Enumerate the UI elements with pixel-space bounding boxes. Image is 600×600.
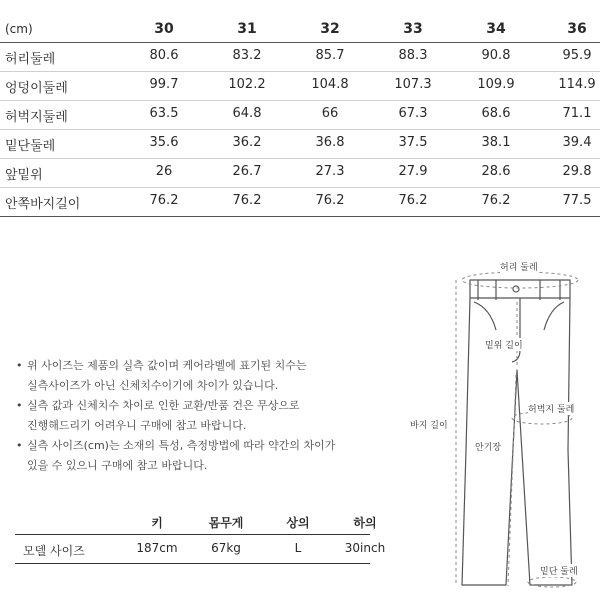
row-label: 허벅지둘레 bbox=[5, 110, 68, 125]
size-header: 36 bbox=[567, 21, 587, 37]
size-header: 30 bbox=[154, 21, 174, 37]
table-cell: 29.8 bbox=[562, 164, 592, 179]
note-line: 실측 값과 신체치수 차이로 인한 교환/반품 건은 무상으로 bbox=[27, 399, 300, 412]
note-item bbox=[16, 356, 368, 396]
table-cell: 37.5 bbox=[398, 135, 428, 150]
table-cell: 76.2 bbox=[398, 193, 428, 208]
size-header: 32 bbox=[320, 21, 340, 37]
table-cell: 76.2 bbox=[315, 193, 345, 208]
table-cell: 109.9 bbox=[477, 77, 515, 92]
inseam-label: 안기장 bbox=[475, 440, 501, 453]
table-cell: 71.1 bbox=[562, 106, 592, 121]
model-table-header bbox=[15, 509, 377, 535]
table-cell: 39.4 bbox=[562, 135, 592, 150]
waistband-shape bbox=[470, 280, 570, 298]
table-cell: 99.7 bbox=[149, 77, 179, 92]
model-row-label: 모델 사이즈 bbox=[23, 544, 85, 558]
row-label: 허리둘레 bbox=[5, 52, 56, 67]
row-label: 안쪽바지길이 bbox=[5, 197, 81, 212]
table-cell: 102.2 bbox=[228, 77, 266, 92]
table-cell: 66 bbox=[321, 106, 339, 121]
size-header: 34 bbox=[486, 21, 506, 37]
length-label: 바지 길이 bbox=[410, 418, 448, 431]
table-cell: 77.5 bbox=[562, 193, 592, 208]
pants-diagram bbox=[400, 250, 600, 600]
size-notes bbox=[16, 356, 368, 476]
table-cell: 80.6 bbox=[149, 48, 179, 63]
table-cell: 36.8 bbox=[315, 135, 345, 150]
model-weight: 67kg bbox=[211, 541, 241, 555]
model-size-table bbox=[15, 509, 386, 564]
table-row bbox=[0, 159, 600, 188]
note-line: 있을 수 있으니 구매에 참고 바랍니다. bbox=[27, 459, 208, 472]
table-row bbox=[0, 72, 600, 101]
size-header: 31 bbox=[237, 21, 257, 37]
note-line: 진행해드리기 어려우니 구매에 참고 바랍니다. bbox=[27, 419, 247, 432]
note-item bbox=[16, 436, 368, 476]
table-cell: 26.7 bbox=[232, 164, 262, 179]
fly-line bbox=[512, 298, 520, 362]
unit-label: (cm) bbox=[5, 22, 33, 36]
bullet: • bbox=[16, 359, 23, 372]
size-table-header bbox=[0, 18, 600, 43]
table-cell: 76.2 bbox=[149, 193, 179, 208]
table-cell: 67.3 bbox=[398, 106, 428, 121]
table-row bbox=[0, 130, 600, 159]
model-header: 몸무게 bbox=[208, 516, 244, 530]
table-row bbox=[0, 43, 600, 72]
table-cell: 26 bbox=[155, 164, 173, 179]
model-table-row bbox=[15, 535, 386, 564]
size-header: 33 bbox=[403, 21, 423, 37]
pocket-left bbox=[474, 302, 496, 330]
table-cell: 95.9 bbox=[562, 48, 592, 63]
bullet: • bbox=[16, 399, 23, 412]
table-cell: 90.8 bbox=[481, 48, 511, 63]
table-cell: 68.6 bbox=[481, 106, 511, 121]
waist-label: 허리 둘레 bbox=[500, 260, 538, 273]
note-line: 실측 사이즈(cm)는 소재의 특성, 측정방법에 따라 약간의 차이가 bbox=[27, 439, 336, 452]
table-cell: 104.8 bbox=[311, 77, 349, 92]
model-header: 키 bbox=[151, 516, 163, 530]
row-label: 앞밑위 bbox=[5, 168, 43, 183]
thigh-label: 허벅지 둘레 bbox=[528, 402, 574, 415]
table-cell: 35.6 bbox=[149, 135, 179, 150]
inseam-guide bbox=[508, 375, 516, 586]
table-cell: 85.7 bbox=[315, 48, 345, 63]
model-top-size: L bbox=[294, 541, 302, 555]
model-height: 187cm bbox=[136, 541, 178, 555]
pocket-right bbox=[544, 302, 564, 330]
table-cell: 38.1 bbox=[481, 135, 511, 150]
hem-label: 밑단 둘레 bbox=[540, 564, 578, 577]
row-label: 엉덩이둘레 bbox=[5, 81, 68, 96]
table-cell: 27.3 bbox=[315, 164, 345, 179]
model-header: 상의 bbox=[286, 516, 310, 530]
row-label: 밑단둘레 bbox=[5, 139, 56, 154]
table-cell: 107.3 bbox=[394, 77, 432, 92]
size-table bbox=[0, 18, 600, 217]
table-cell: 88.3 bbox=[398, 48, 428, 63]
table-cell: 64.8 bbox=[232, 106, 262, 121]
rise-label: 밑위 길이 bbox=[485, 338, 523, 351]
table-cell: 76.2 bbox=[232, 193, 262, 208]
table-row bbox=[0, 101, 600, 130]
table-cell: 114.9 bbox=[558, 77, 596, 92]
button-shape bbox=[513, 286, 519, 292]
table-cell: 27.9 bbox=[398, 164, 428, 179]
table-cell: 83.2 bbox=[232, 48, 262, 63]
note-line: 위 사이즈는 제품의 실측 값이며 케어라벨에 표기된 치수는 bbox=[27, 359, 307, 372]
model-header: 하의 bbox=[353, 516, 377, 530]
table-cell: 36.2 bbox=[232, 135, 262, 150]
note-line: 실측사이즈가 아닌 신체치수이기에 차이가 있습니다. bbox=[27, 379, 279, 392]
model-bottom-size: 30inch bbox=[344, 541, 386, 555]
table-cell: 63.5 bbox=[149, 106, 179, 121]
note-item bbox=[16, 396, 368, 436]
table-cell: 28.6 bbox=[481, 164, 511, 179]
table-cell: 76.2 bbox=[481, 193, 511, 208]
bullet: • bbox=[16, 439, 23, 452]
table-row bbox=[0, 188, 600, 217]
